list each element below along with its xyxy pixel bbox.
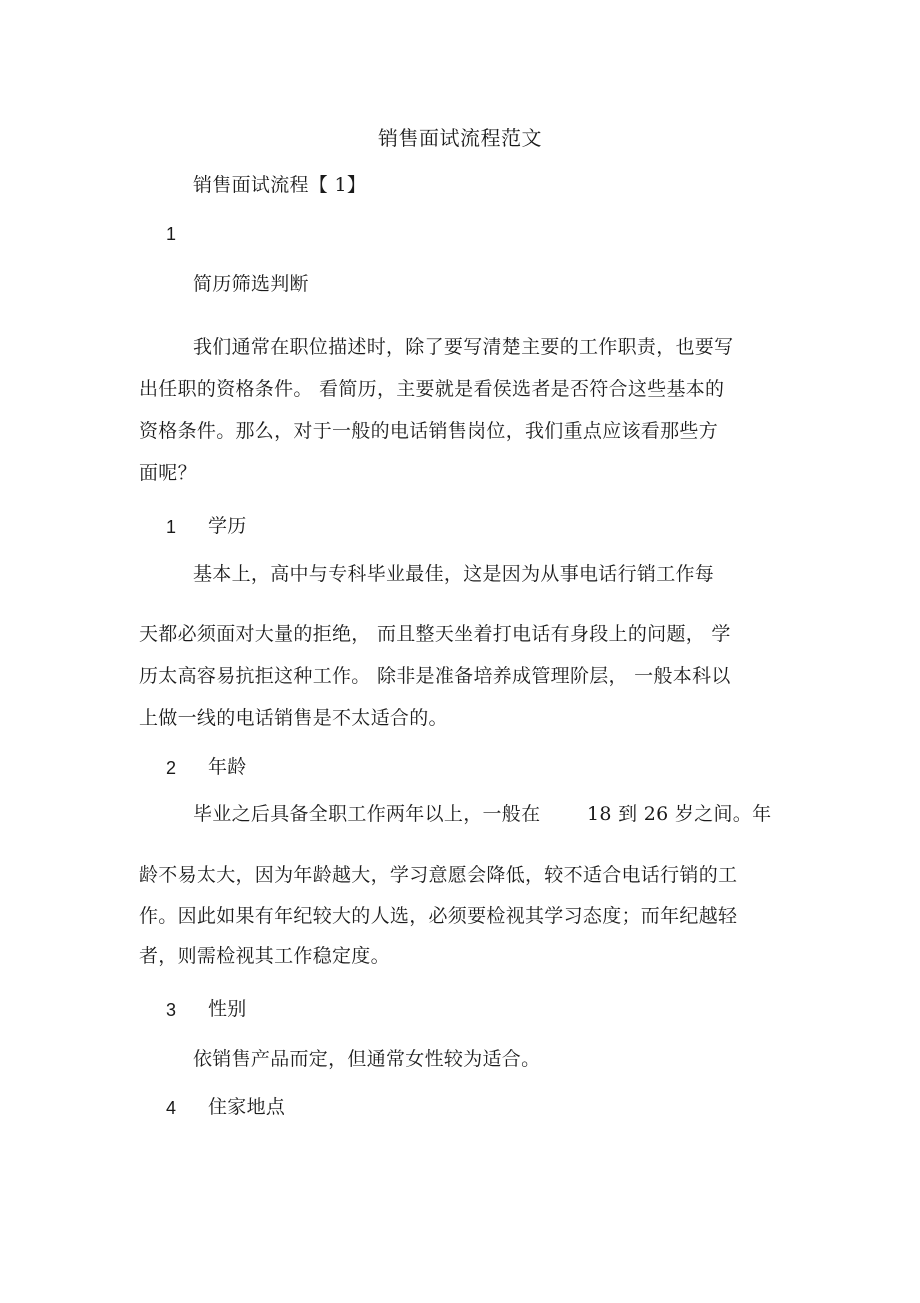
intro-line: 面呢？ [139, 462, 197, 484]
intro-line: 出任职的资格条件。 看简历，主要就是看侯选者是否符合这些基本的 [139, 378, 725, 400]
criterion-text-line: 18 到 26 岁之间。年 [587, 803, 772, 825]
criterion-label: 学历 [208, 515, 247, 537]
criterion-text-line: 依销售产品而定，但通常女性较为适合。 [193, 1048, 541, 1070]
criterion-label: 性别 [208, 998, 247, 1020]
intro-line: 资格条件。那么，对于一般的电话销售岗位，我们重点应该看那些方 [139, 420, 719, 442]
criterion-label: 年龄 [208, 756, 247, 778]
criterion-number: 4 [166, 1098, 177, 1118]
intro-line: 我们通常在职位描述时，除了要写清楚主要的工作职责，也要写 [193, 336, 734, 358]
criterion-text-line: 基本上，高中与专科毕业最佳，这是因为从事电话行销工作每 [193, 563, 715, 585]
section-heading: 销售面试流程【 1】 [193, 174, 367, 196]
criterion-text-line: 龄不易太大，因为年龄越大，学习意愿会降低，较不适合电话行销的工 [139, 864, 738, 886]
criterion-text-line: 作。因此如果有年纪较大的人选，必须要检视其学习态度；而年纪越轻 [139, 905, 738, 927]
criterion-text-line: 上做一线的电话销售是不太适合的。 [139, 707, 448, 729]
criterion-text-line: 历太高容易抗拒这种工作。 除非是准备培养成管理阶层， 一般本科以 [139, 665, 731, 687]
document-title: 销售面试流程范文 [378, 126, 542, 150]
criterion-label: 住家地点 [208, 1096, 286, 1118]
criterion-number: 2 [166, 758, 177, 778]
criterion-text-line: 毕业之后具备全职工作两年以上，一般在 [193, 803, 541, 825]
criterion-number: 1 [166, 517, 177, 537]
criterion-text-line: 天都必须面对大量的拒绝， 而且整天坐着打电话有身段上的问题， 学 [139, 623, 731, 645]
criterion-text-line: 者，则需检视其工作稳定度。 [139, 945, 390, 967]
step-title: 简历筛选判断 [193, 273, 309, 295]
step-number: 1 [166, 224, 177, 244]
criterion-number: 3 [166, 1000, 177, 1020]
